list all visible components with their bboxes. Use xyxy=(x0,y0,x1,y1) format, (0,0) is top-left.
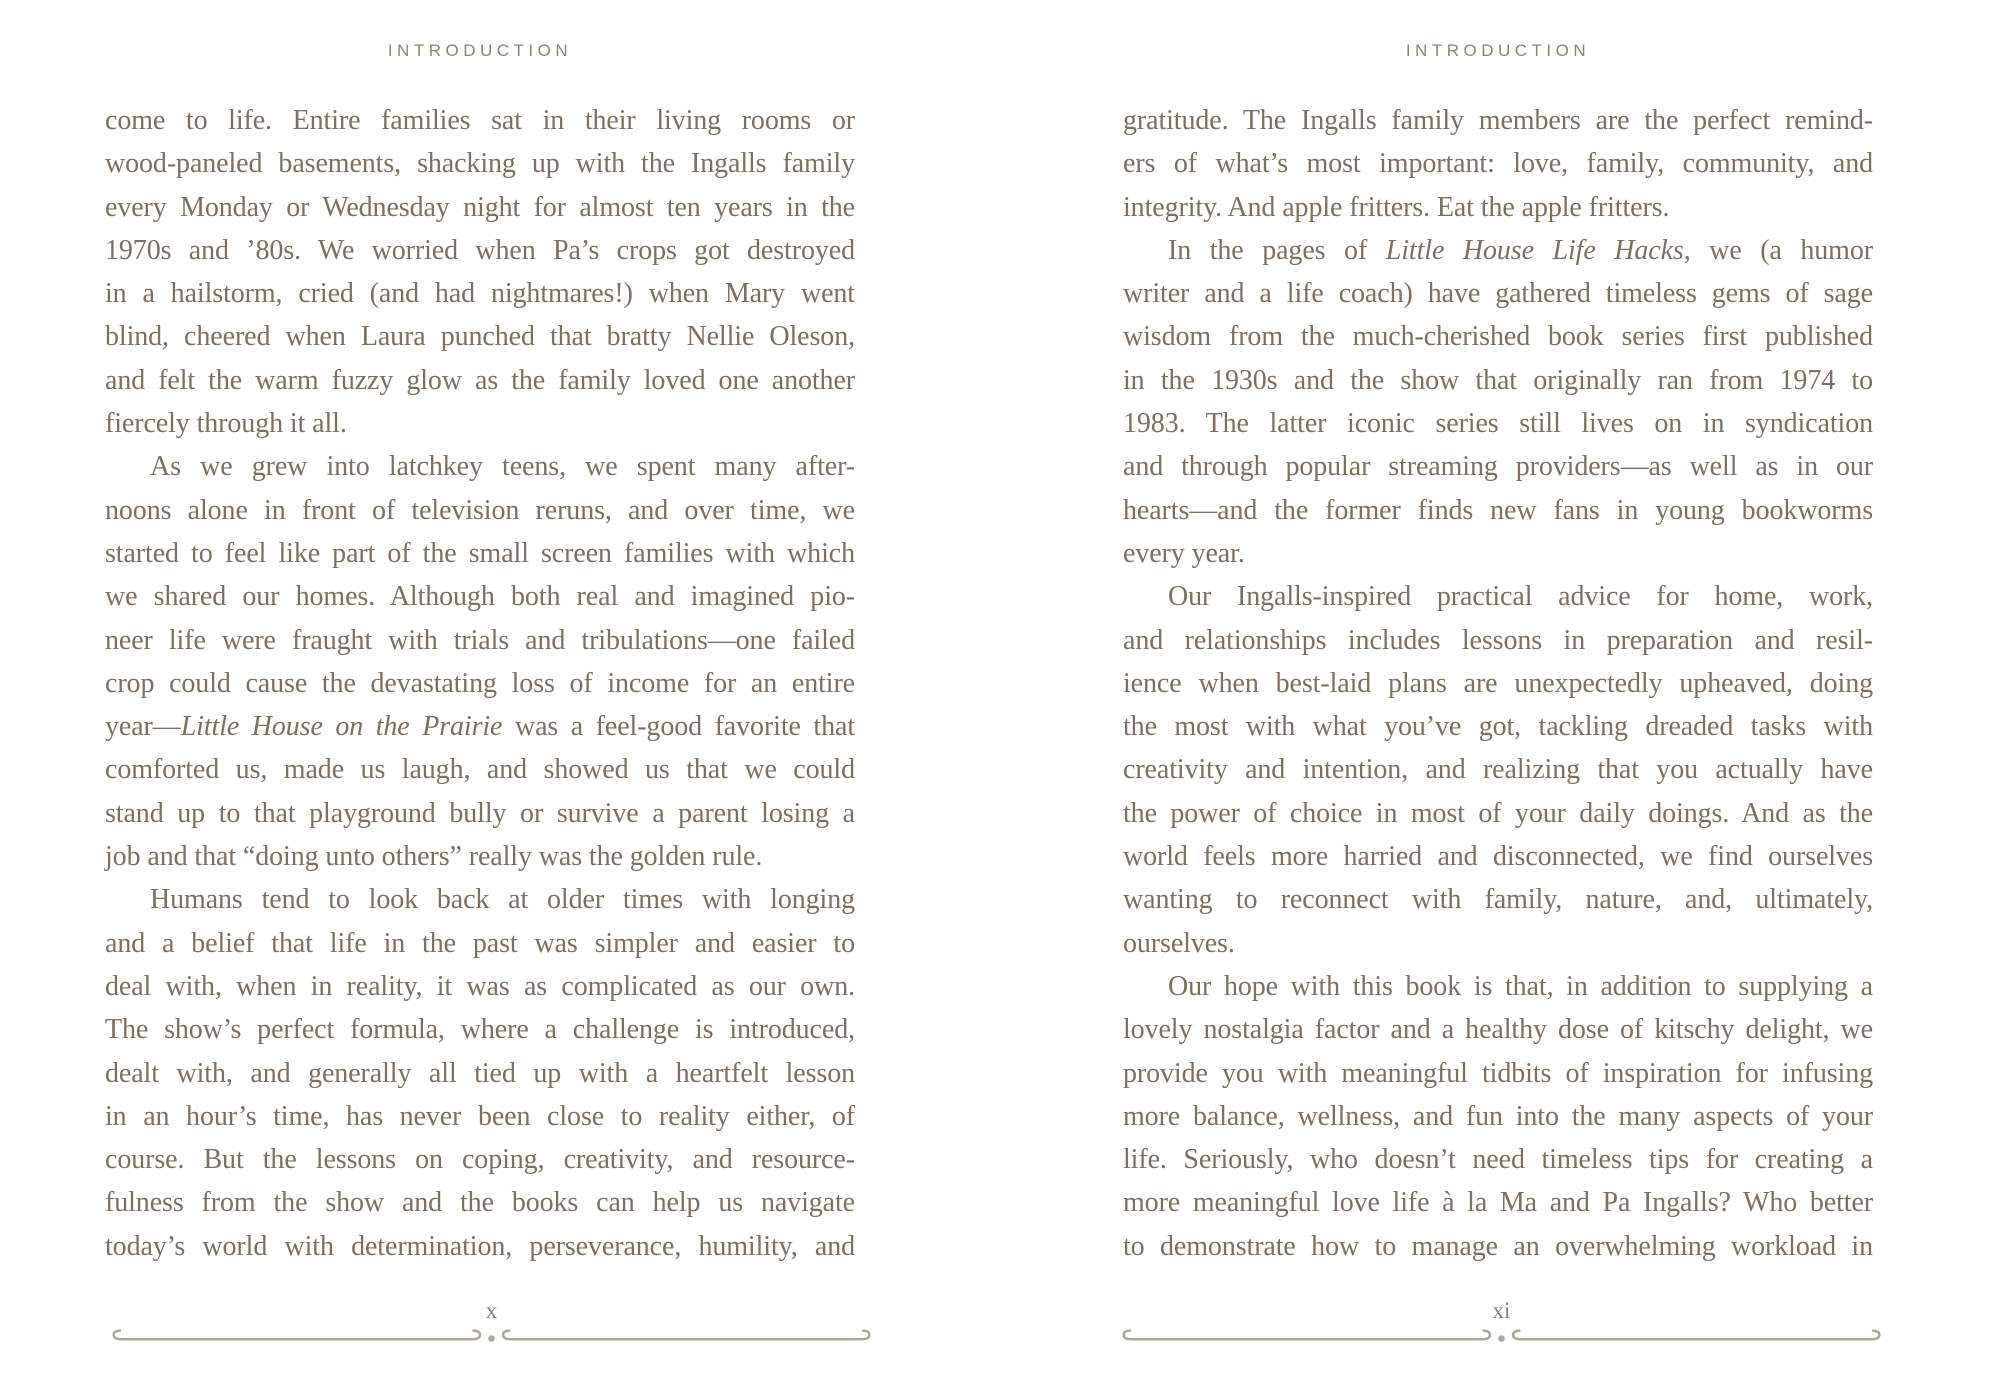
text-line: started to feel like part of the small screen families with which xyxy=(105,537,855,569)
text-line: writer and a life coach) have gathered timeless gems of sage xyxy=(1123,278,1873,310)
text-line: fulness from the show and the books can help us navigate xyxy=(105,1187,855,1219)
page-number: xi xyxy=(1492,1298,1511,1323)
text-line: 1983. The latter iconic series still lives on in syndication xyxy=(1123,408,1873,440)
text-line: Humans tend to look back at older times with longing xyxy=(150,884,855,916)
text-line: in the 1930s and the show that originally ran from 1974 to xyxy=(1123,364,1873,396)
text-line: integrity. And apple fritters. Eat the apple fritters. xyxy=(1123,191,1670,223)
text-line: and a belief that life in the past was simpler and easier to xyxy=(105,927,855,959)
page-number: x xyxy=(485,1298,498,1323)
text-line: blind, cheered when Laura punched that bratty Nellie Oleson, xyxy=(105,321,855,353)
text-line: The show’s perfect formula, where a challenge is introduced, xyxy=(105,1014,855,1046)
text-line: life. Seriously, who doesn’t need timeless tips for creating a xyxy=(1123,1144,1873,1176)
text-line: lovely nostalgia factor and a healthy dose of kitschy delight, we xyxy=(1123,1014,1873,1046)
text-line: and through popular streaming providers—as well as in our xyxy=(1123,451,1873,483)
text-line: ers of what’s most important: love, family, community, and xyxy=(1123,148,1873,180)
text-line: every year. xyxy=(1123,537,1245,569)
text-line: wanting to reconnect with family, nature, and, ultimately, xyxy=(1123,884,1873,916)
text-line: wood-paneled basements, shacking up with the Ingalls family xyxy=(105,148,855,180)
text-line: in an hour’s time, has never been close to reality either, of xyxy=(105,1100,855,1132)
ornament-rule-svg xyxy=(110,1326,873,1348)
text-line: gratitude. The Ingalls family members are the perfect remind- xyxy=(1123,105,1873,136)
text-line: ience when best-laid plans are unexpectedly upheaved, doing xyxy=(1123,667,1873,699)
text-line: Our hope with this book is that, in addition to supplying a xyxy=(1168,970,1873,1002)
footer-ornament xyxy=(110,1326,873,1348)
text-line: wisdom from the much-cherished book series first published xyxy=(1123,321,1873,353)
text-line: come to life. Entire families sat in their living rooms or xyxy=(105,105,855,136)
page-body-text xyxy=(1123,99,1873,1268)
text-line: neer life were fraught with trials and tribulations—one failed xyxy=(105,624,855,656)
footer-ornament xyxy=(1120,1326,1883,1348)
text-line: stand up to that playground bully or survive a parent losing a xyxy=(105,797,855,829)
page-body-text xyxy=(105,99,855,1268)
text-line: we shared our homes. Although both real and imagined pio- xyxy=(105,581,855,613)
text-line: the power of choice in most of your daily doings. And as the xyxy=(1123,797,1873,829)
running-header: INTRODUCTION xyxy=(1405,41,1591,60)
text-line: creativity and intention, and realizing that you actually have xyxy=(1123,754,1873,786)
page-left xyxy=(105,0,855,1394)
text-line: year—Little House on the Prairie was a feel-good favorite that xyxy=(105,711,855,743)
text-line: job and that “doing unto others” really was the golden rule. xyxy=(105,841,763,873)
text-line: more meaningful love life à la Ma and Pa Ingalls? Who better xyxy=(1123,1187,1873,1219)
text-line: ourselves. xyxy=(1123,927,1235,959)
text-line: 1970s and ’80s. We worried when Pa’s crops got destroyed xyxy=(105,234,855,266)
ornament-rule-svg xyxy=(1120,1326,1883,1348)
text-line: the most with what you’ve got, tackling dreaded tasks with xyxy=(1123,711,1873,743)
text-line: dealt with, and generally all tied up with a heartfelt lesson xyxy=(105,1057,855,1089)
text-line: deal with, when in reality, it was as complicated as our own. xyxy=(105,970,855,1002)
text-line: every Monday or Wednesday night for almost ten years in the xyxy=(105,191,855,223)
text-line: hearts—and the former finds new fans in young bookworms xyxy=(1123,494,1873,526)
page-right xyxy=(1123,0,1873,1394)
text-line: Our Ingalls-inspired practical advice for home, work, xyxy=(1168,581,1873,613)
text-line: As we grew into latchkey teens, we spent many after- xyxy=(150,451,855,483)
text-line: course. But the lessons on coping, creativity, and resource- xyxy=(105,1144,855,1176)
running-header: INTRODUCTION xyxy=(387,41,573,60)
text-line: today’s world with determination, perseverance, humility, and xyxy=(105,1230,855,1262)
text-line: noons alone in front of television reruns, and over time, we xyxy=(105,494,855,526)
text-line: comforted us, made us laugh, and showed us that we could xyxy=(105,754,855,786)
text-line: to demonstrate how to manage an overwhelming workload in xyxy=(1123,1230,1873,1262)
text-line: and relationships includes lessons in preparation and resil- xyxy=(1123,624,1873,656)
text-line: fiercely through it all. xyxy=(105,408,347,440)
text-line: and felt the warm fuzzy glow as the family loved one another xyxy=(105,364,855,396)
text-line: provide you with meaningful tidbits of inspiration for infusing xyxy=(1123,1057,1873,1089)
text-line: world feels more harried and disconnected, we find ourselves xyxy=(1123,841,1873,873)
text-line: crop could cause the devastating loss of income for an entire xyxy=(105,667,855,699)
text-line: in a hailstorm, cried (and had nightmares!) when Mary went xyxy=(105,278,855,310)
text-line: In the pages of Little House Life Hacks, we (a humor xyxy=(1168,234,1873,266)
text-line: more balance, wellness, and fun into the many aspects of your xyxy=(1123,1100,1873,1132)
